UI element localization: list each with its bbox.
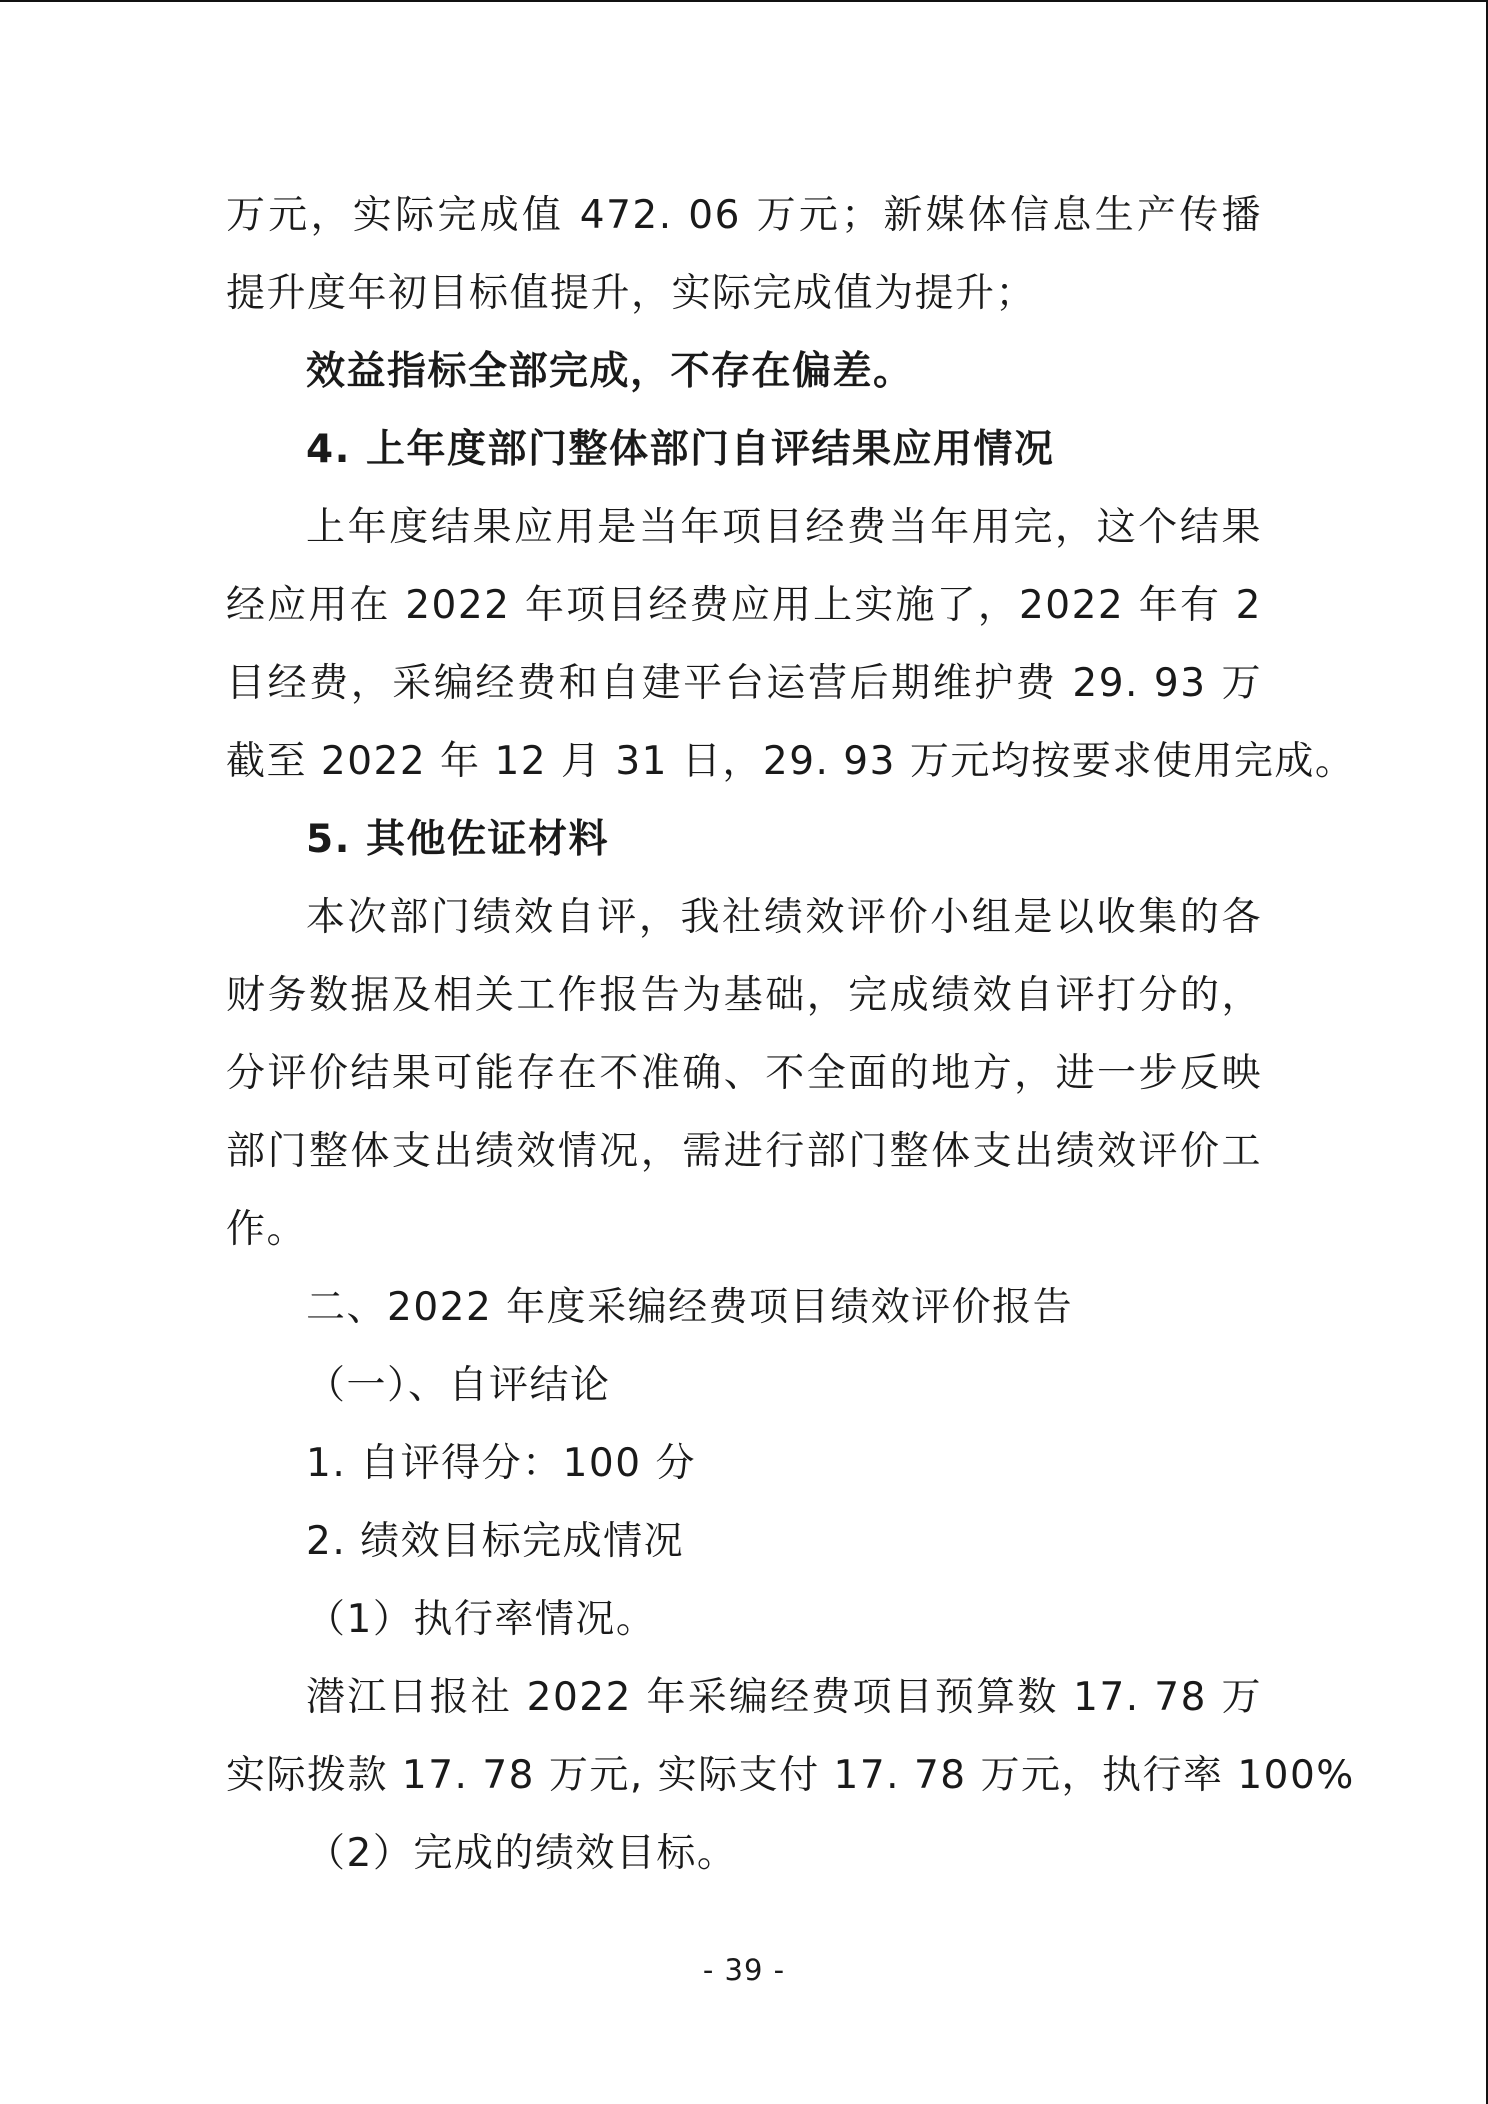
paragraph-line: 万元，实际完成值 472. 06 万元；新媒体信息生产传播 (226, 193, 1262, 238)
paragraph-line: 上年度结果应用是当年项目经费当年用完，这个结果 (306, 505, 1262, 550)
paragraph-line: 潜江日报社 2022 年采编经费项目预算数 17. 78 万 (306, 1675, 1262, 1720)
paragraph-line: 经应用在 2022 年项目经费应用上实施了，2022 年有 2 (226, 583, 1262, 628)
paragraph-line: 分评价结果可能存在不准确、不全面的地方，进一步反映 (226, 1051, 1262, 1096)
section-heading: 4. 上年度部门整体部门自评结果应用情况 (306, 427, 1055, 472)
paragraph-line: 部门整体支出绩效情况，需进行部门整体支出绩效评价工 (226, 1129, 1262, 1174)
list-item: （1）执行率情况。 (306, 1597, 657, 1642)
section-heading: 5. 其他佐证材料 (306, 817, 610, 862)
paragraph-line: 目经费，采编经费和自建平台运营后期维护费 29. 93 万 (226, 661, 1262, 706)
page-number: - 39 - (702, 1953, 786, 1987)
list-item: 2. 绩效目标完成情况 (306, 1519, 685, 1564)
paragraph-line: 本次部门绩效自评，我社绩效评价小组是以收集的各 (306, 895, 1262, 940)
paragraph-line: 财务数据及相关工作报告为基础，完成绩效自评打分的， (226, 973, 1262, 1018)
paragraph-line: 作。 (226, 1207, 308, 1252)
bold-statement: 效益指标全部完成，不存在偏差。 (306, 349, 914, 394)
paragraph-line: 实际拨款 17. 78 万元, 实际支付 17. 78 万元，执行率 100% (226, 1753, 1355, 1798)
list-item: 1. 自评得分：100 分 (306, 1441, 696, 1486)
subsection-heading: （一）、自评结论 (306, 1363, 611, 1408)
paragraph-line: 截至 2022 年 12 月 31 日，29. 93 万元均按要求使用完成。 (226, 739, 1356, 784)
page-border-top (0, 0, 1488, 2)
section-heading: 二、2022 年度采编经费项目绩效评价报告 (306, 1285, 1074, 1330)
paragraph-line: 提升度年初目标值提升，实际完成值为提升； (226, 271, 1037, 316)
list-item: （2）完成的绩效目标。 (306, 1831, 738, 1876)
